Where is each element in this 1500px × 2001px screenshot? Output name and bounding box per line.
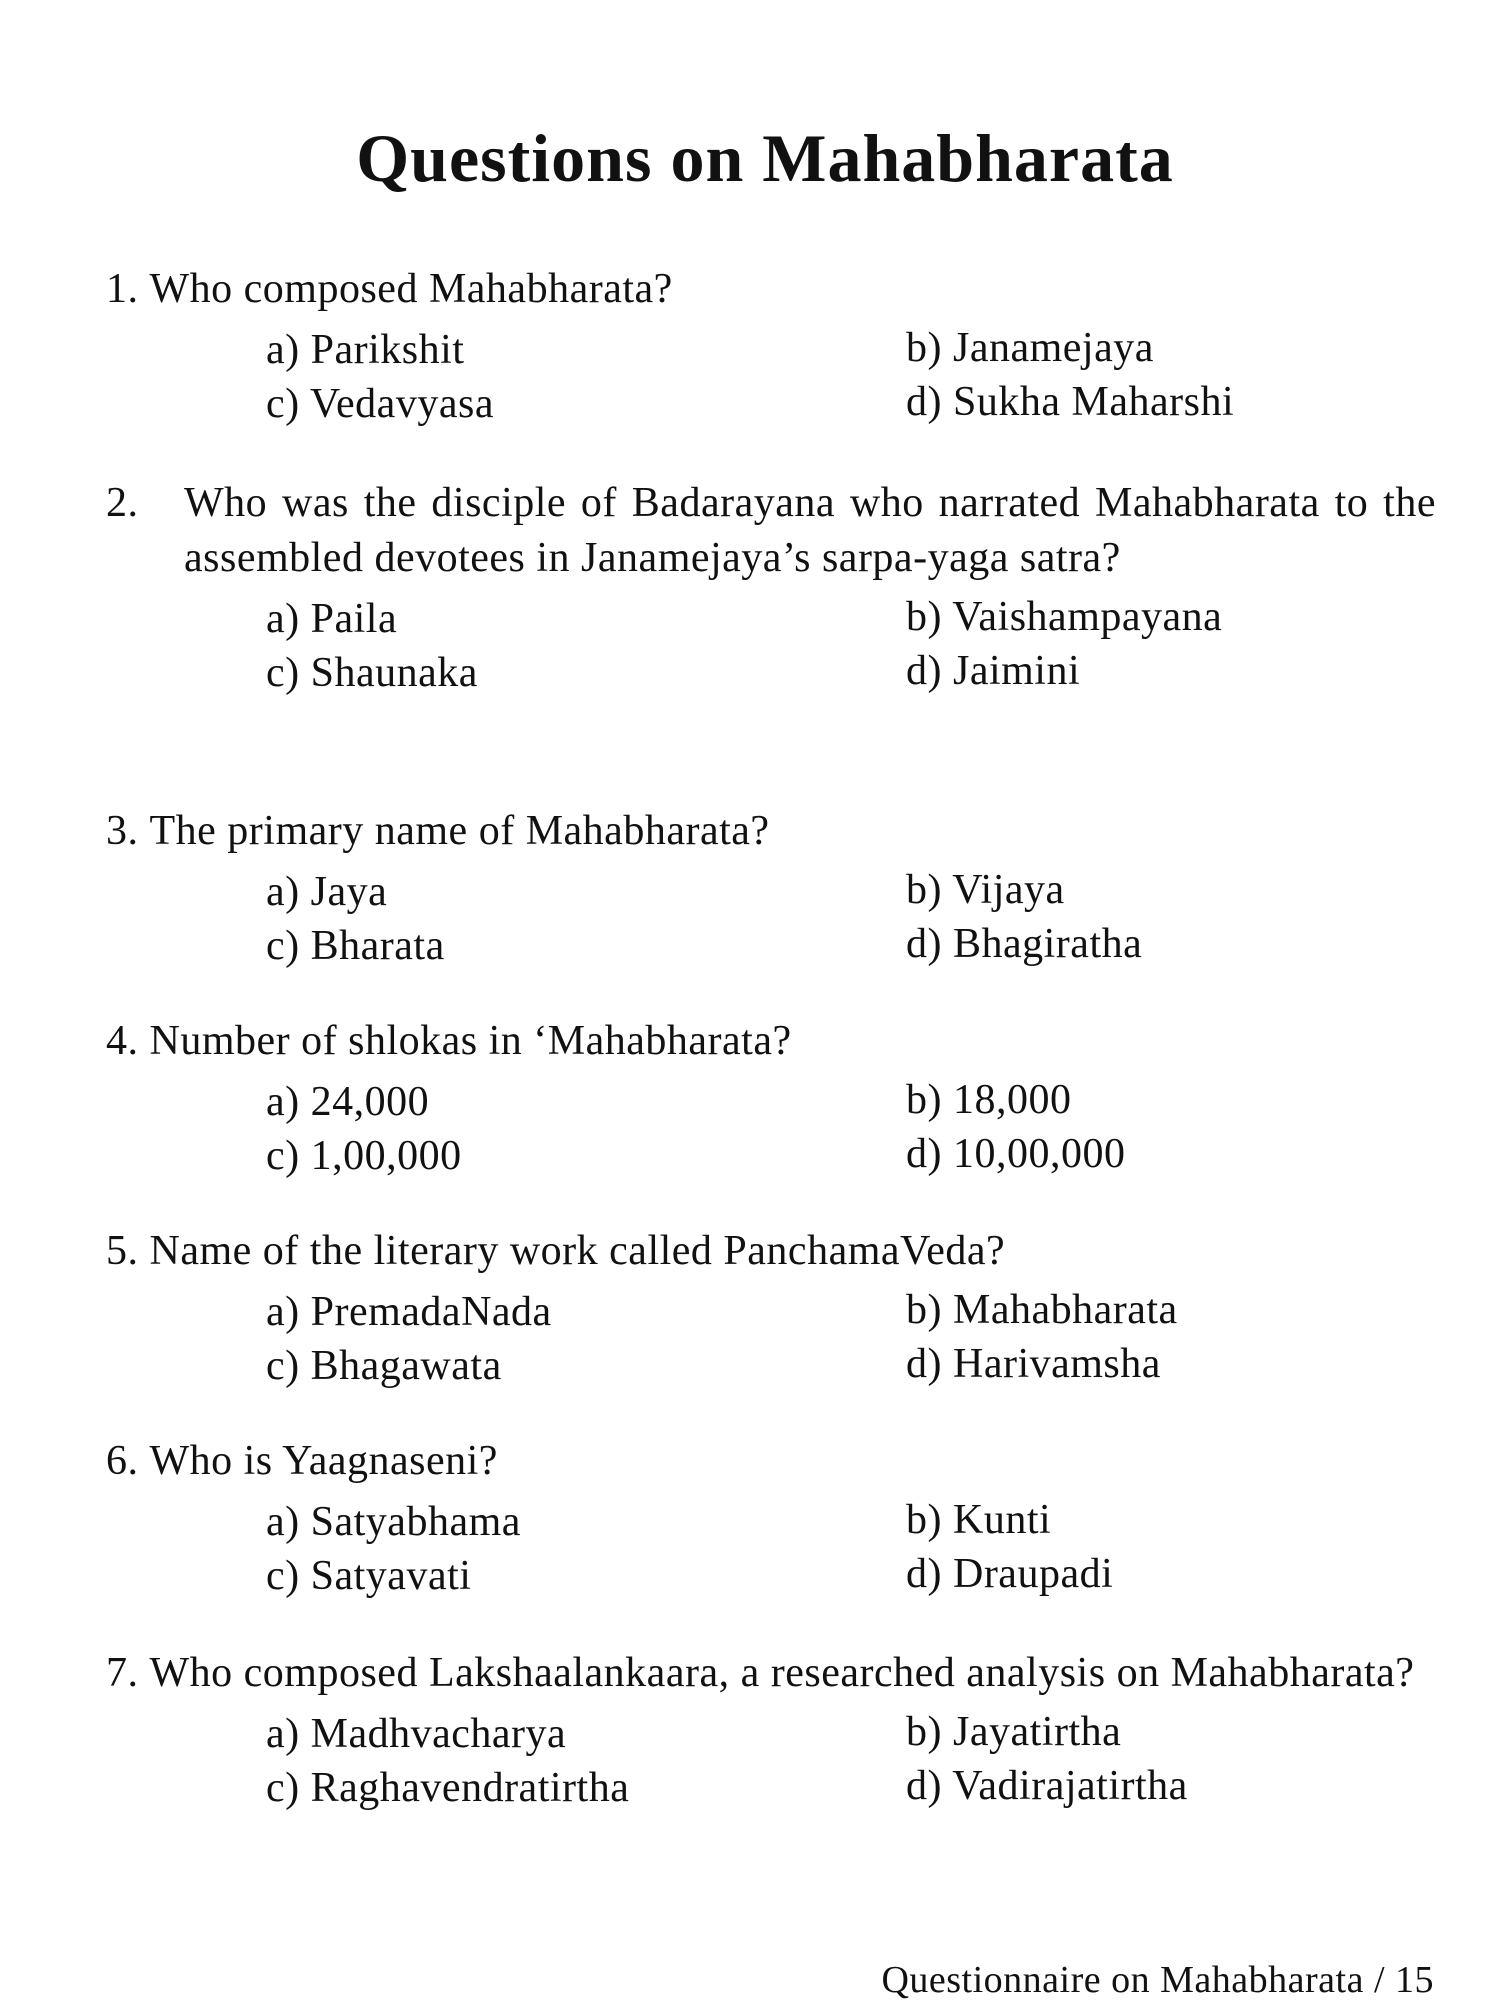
option-a: a) Paila (266, 596, 398, 642)
option-a: a) Parikshit (266, 327, 465, 373)
question-number: 2. (106, 480, 139, 526)
question-body: Number of shlokas in ‘Mahabharata? (149, 1018, 792, 1064)
option-d: d) Harivamsha (906, 1341, 1161, 1387)
question-4 (106, 1014, 1436, 1185)
question-text (106, 476, 1436, 586)
option-c: c) Vedavyasa (266, 381, 494, 427)
option-d: d) Sukha Maharshi (906, 379, 1235, 425)
option-a: a) Jaya (266, 869, 388, 915)
question-number: 5. (106, 1228, 139, 1274)
question-7 (106, 1646, 1436, 1817)
question-5 (106, 1224, 1436, 1395)
question-number: 6. (106, 1438, 139, 1484)
option-c: c) Satyavati (266, 1553, 472, 1599)
option-b: b) Vijaya (906, 867, 1065, 913)
option-b: b) Janamejaya (906, 325, 1154, 371)
option-d: d) Jaimini (906, 648, 1081, 694)
options-list (106, 1707, 1436, 1817)
question-number: 7. (106, 1650, 139, 1696)
question-2 (106, 476, 1436, 702)
question-text (106, 262, 1436, 317)
page-footer: Questionnaire on Mahabharata / 15 (881, 1959, 1434, 2001)
option-c: c) 1,00,000 (266, 1133, 462, 1179)
question-1 (106, 262, 1436, 433)
options-list (106, 1495, 1436, 1605)
question-body: Who was the disciple of Badarayana who narrated Mahabharata to the assembled devotees in Janamejaya’s sarpa-yaga satra? (184, 480, 1436, 581)
option-b: b) 18,000 (906, 1077, 1072, 1123)
question-body: Who composed Mahabharata? (149, 266, 673, 312)
question-text (106, 1014, 1436, 1069)
page-title: Questions on Mahabharata (356, 120, 1174, 196)
option-a: a) PremadaNada (266, 1289, 552, 1335)
option-d: d) Bhagiratha (906, 921, 1143, 967)
options-list (106, 865, 1436, 975)
option-a: a) 24,000 (266, 1079, 430, 1125)
option-a: a) Satyabhama (266, 1499, 521, 1545)
options-list (106, 592, 1436, 702)
question-number: 1. (106, 266, 139, 312)
option-b: b) Kunti (906, 1497, 1052, 1543)
question-6 (106, 1434, 1436, 1605)
question-body: Who composed Lakshaalankaara, a researched analysis on Mahabharata? (149, 1650, 1415, 1696)
option-a: a) Madhvacharya (266, 1711, 567, 1757)
question-text (106, 804, 1436, 859)
question-body: The primary name of Mahabharata? (149, 808, 770, 854)
question-number: 3. (106, 808, 139, 854)
question-body: Who is Yaagnaseni? (149, 1438, 498, 1484)
question-body: Name of the literary work called PanchamaVeda? (149, 1228, 1006, 1274)
option-c: c) Raghavendratirtha (266, 1765, 630, 1811)
option-b: b) Mahabharata (906, 1287, 1178, 1333)
option-d: d) Vadirajatirtha (906, 1763, 1188, 1809)
options-list (106, 1075, 1436, 1185)
question-3 (106, 804, 1436, 975)
question-text (106, 1434, 1436, 1489)
option-c: c) Bhagawata (266, 1343, 502, 1389)
question-number: 4. (106, 1018, 139, 1064)
options-list (106, 323, 1436, 433)
option-c: c) Bharata (266, 923, 445, 969)
question-text (106, 1224, 1436, 1279)
options-list (106, 1285, 1436, 1395)
option-d: d) Draupadi (906, 1551, 1114, 1597)
option-b: b) Jayatirtha (906, 1709, 1122, 1755)
option-d: d) 10,00,000 (906, 1131, 1126, 1177)
question-text (106, 1646, 1436, 1701)
option-c: c) Shaunaka (266, 650, 478, 696)
option-b: b) Vaishampayana (906, 594, 1223, 640)
